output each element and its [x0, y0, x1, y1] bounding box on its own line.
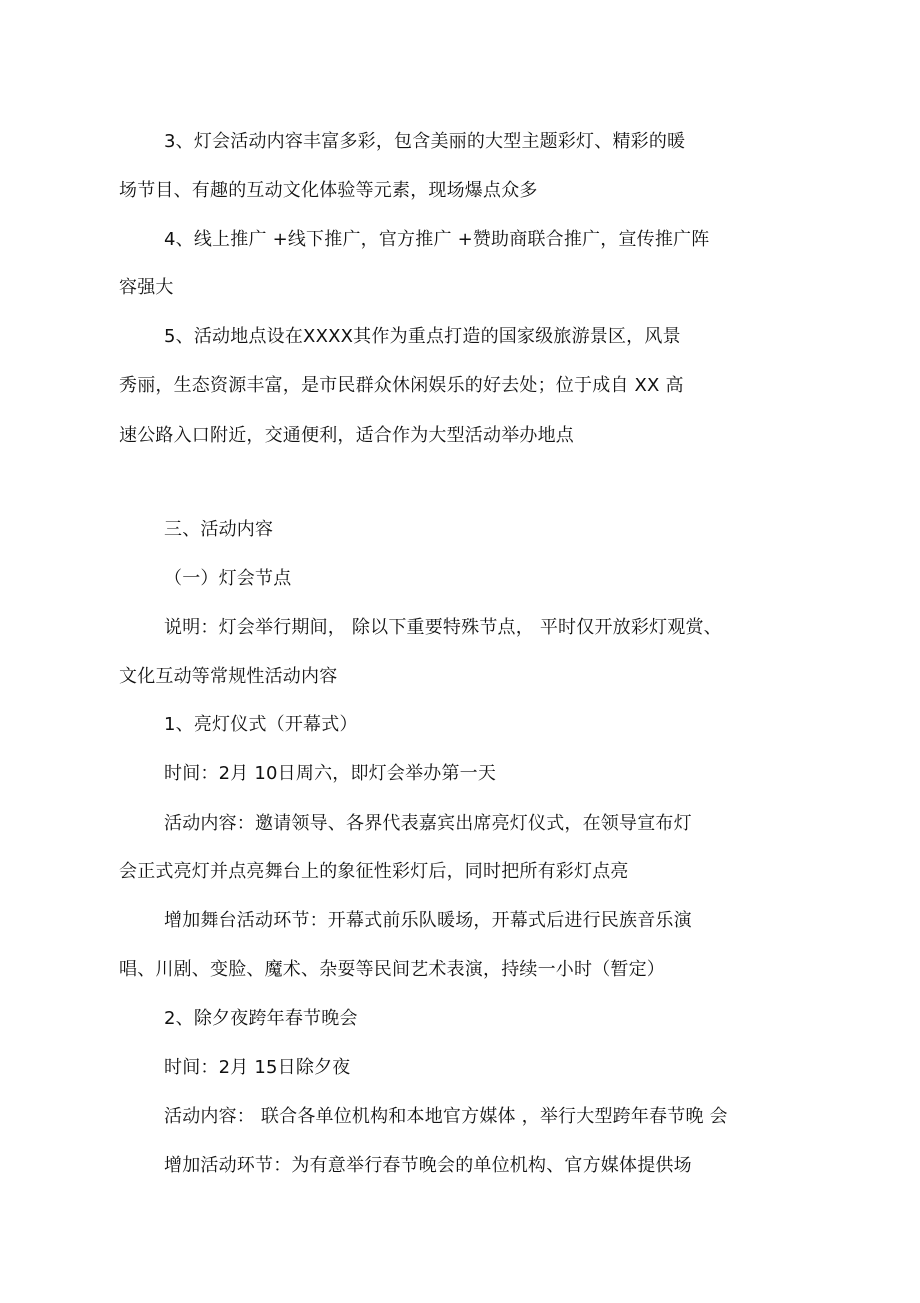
paragraph-line: 增加舞台活动环节：开幕式前乐队暖场，开幕式后进行民族音乐演: [164, 910, 692, 931]
paragraph-line: 速公路入口附近，交通便利，适合作为大型活动举办地点: [119, 425, 574, 446]
paragraph-line: 活动内容： 联合各单位机构和本地官方媒体 ，举行大型跨年春节晚 会: [164, 1106, 728, 1127]
paragraph-line: 会正式亮灯并点亮舞台上的象征性彩灯后，同时把所有彩灯点亮: [119, 861, 629, 882]
item-heading: 2、除夕夜跨年春节晚会: [164, 1008, 358, 1029]
paragraph-line: 说明：灯会举行期间， 除以下重要特殊节点， 平时仅开放彩灯观赏、: [164, 617, 722, 638]
paragraph-line: 场节目、有趣的互动文化体验等元素，现场爆点众多: [119, 180, 538, 201]
section-heading: 三、活动内容: [164, 519, 274, 540]
paragraph-line: 活动内容：邀请领导、各界代表嘉宾出席亮灯仪式，在领导宣布灯: [164, 813, 692, 834]
item-heading: 1、亮灯仪式（开幕式）: [164, 714, 358, 735]
paragraph-line: 增加活动环节：为有意举行春节晚会的单位机构、官方媒体提供场: [164, 1155, 692, 1176]
subsection-heading: （一）灯会节点: [164, 568, 292, 589]
paragraph-line: 5、活动地点设在XXXX其作为重点打造的国家级旅游景区，风景: [164, 326, 681, 347]
paragraph-line: 4、线上推广 +线下推广，官方推广 +赞助商联合推广，宣传推广阵: [164, 229, 710, 250]
paragraph-line: 秀丽，生态资源丰富，是市民群众休闲娱乐的好去处；位于成自 XX 高: [119, 375, 684, 396]
paragraph-line: 文化互动等常规性活动内容: [119, 666, 338, 687]
paragraph-line: 容强大: [119, 277, 174, 298]
paragraph-line: 3、灯会活动内容丰富多彩，包含美丽的大型主题彩灯、精彩的暖: [164, 131, 686, 152]
paragraph-line: 时间：2月 10日周六，即灯会举办第一天: [164, 763, 497, 784]
paragraph-line: 时间：2月 15日除夕夜: [164, 1057, 351, 1078]
paragraph-line: 唱、川剧、变脸、魔术、杂耍等民间艺术表演，持续一小时（暂定）: [119, 959, 665, 980]
